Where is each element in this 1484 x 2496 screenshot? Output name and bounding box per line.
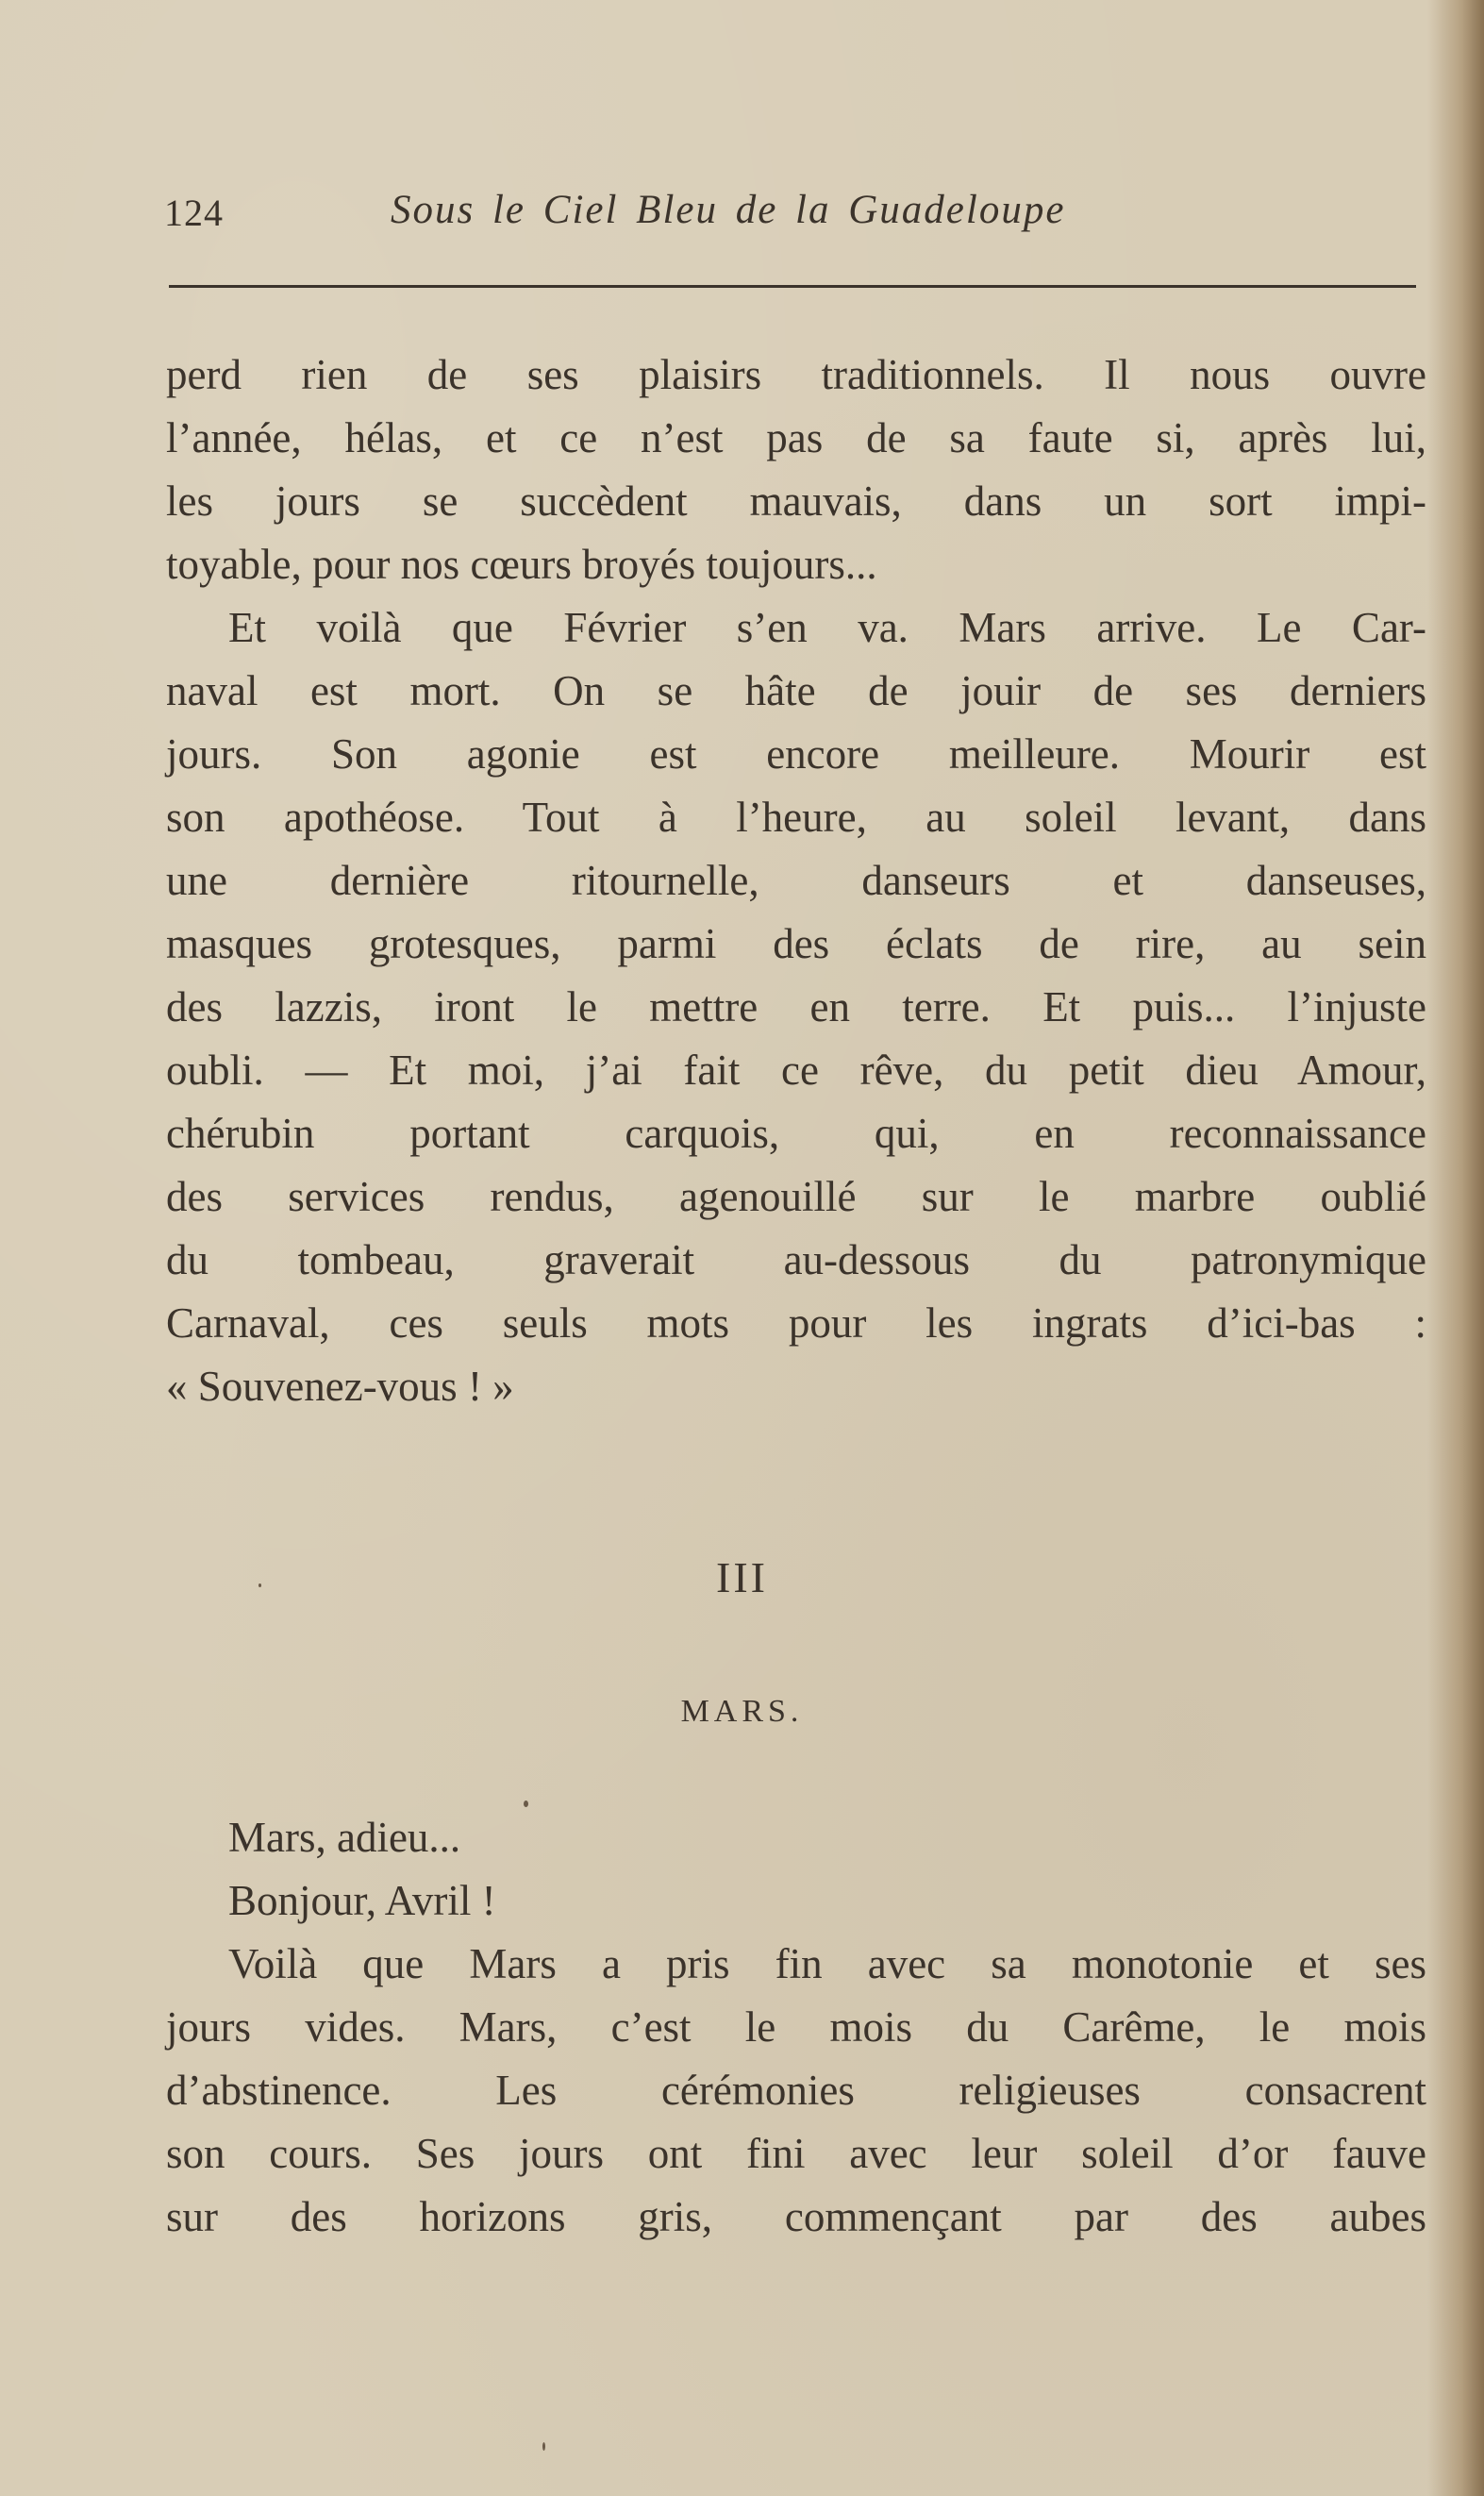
text-line: Bonjour, Avril ! [228,1877,496,1924]
text-line: jours. Son agonie est encore meilleure. Mourir est [166,730,1426,778]
text-line: perd rien de ses plaisirs traditionnels. Il nous ouvre [166,351,1426,398]
text-line: les jours se succèdent mauvais, dans un sort impi- [166,477,1426,525]
passage-1 [166,343,1426,1418]
text-line: toyable, pour nos cœurs broyés toujours... [166,541,877,588]
paper-speck [524,1801,528,1807]
text-line: son apothéose. Tout à l’heure, au soleil levant, dans [166,794,1426,841]
text-line: chérubin portant carquois, qui, en reconnaissance [166,1110,1426,1157]
running-title: Sous le Ciel Bleu de la Guadeloupe [391,188,1066,232]
text-line: une dernière ritournelle, danseurs et danseuses, [166,857,1426,904]
text-line: l’année, hélas, et ce n’est pas de sa faute si, après lui, [166,414,1426,461]
text-line: naval est mort. On se hâte de jouir de ses derniers [166,667,1426,714]
passage-2 [166,1806,1426,2249]
header-rule [169,285,1416,288]
paper-speck [542,2442,545,2451]
text-line: d’abstinence. Les cérémonies religieuses consacrent [166,2067,1426,2114]
text-line: Et voilà que Février s’en va. Mars arrive. Le Car- [228,604,1426,651]
section-number: III [716,1553,768,1601]
paper-speck [258,1583,261,1587]
text-line: Mars, adieu... [228,1814,461,1861]
text-line: Carnaval, ces seuls mots pour les ingrats d’ici-bas : [166,1299,1426,1347]
text-line: masques grotesques, parmi des éclats de rire, au sein [166,920,1426,967]
text-line: oubli. — Et moi, j’ai fait ce rêve, du petit dieu Amour, [166,1047,1426,1094]
text-line: « Souvenez-vous ! » [166,1363,514,1410]
section-title: MARS. [680,1694,804,1729]
page-header [164,187,1419,253]
text-line: jours vides. Mars, c’est le mois du Carême, le mois [166,2003,1426,2051]
page-binding-shadow [1427,0,1484,2496]
text-line: son cours. Ses jours ont fini avec leur soleil d’or fauve [166,2130,1426,2177]
text-line: des services rendus, agenouillé sur le marbre oublié [166,1173,1426,1220]
page-number: 124 [164,192,224,234]
text-line: Voilà que Mars a pris fin avec sa monotonie et ses [228,1940,1426,1987]
text-line: du tombeau, graverait au-dessous du patronymique [166,1236,1426,1283]
text-line: sur des horizons gris, commençant par des aubes [166,2193,1426,2240]
text-line: des lazzis, iront le mettre en terre. Et puis... l’injuste [166,983,1426,1030]
